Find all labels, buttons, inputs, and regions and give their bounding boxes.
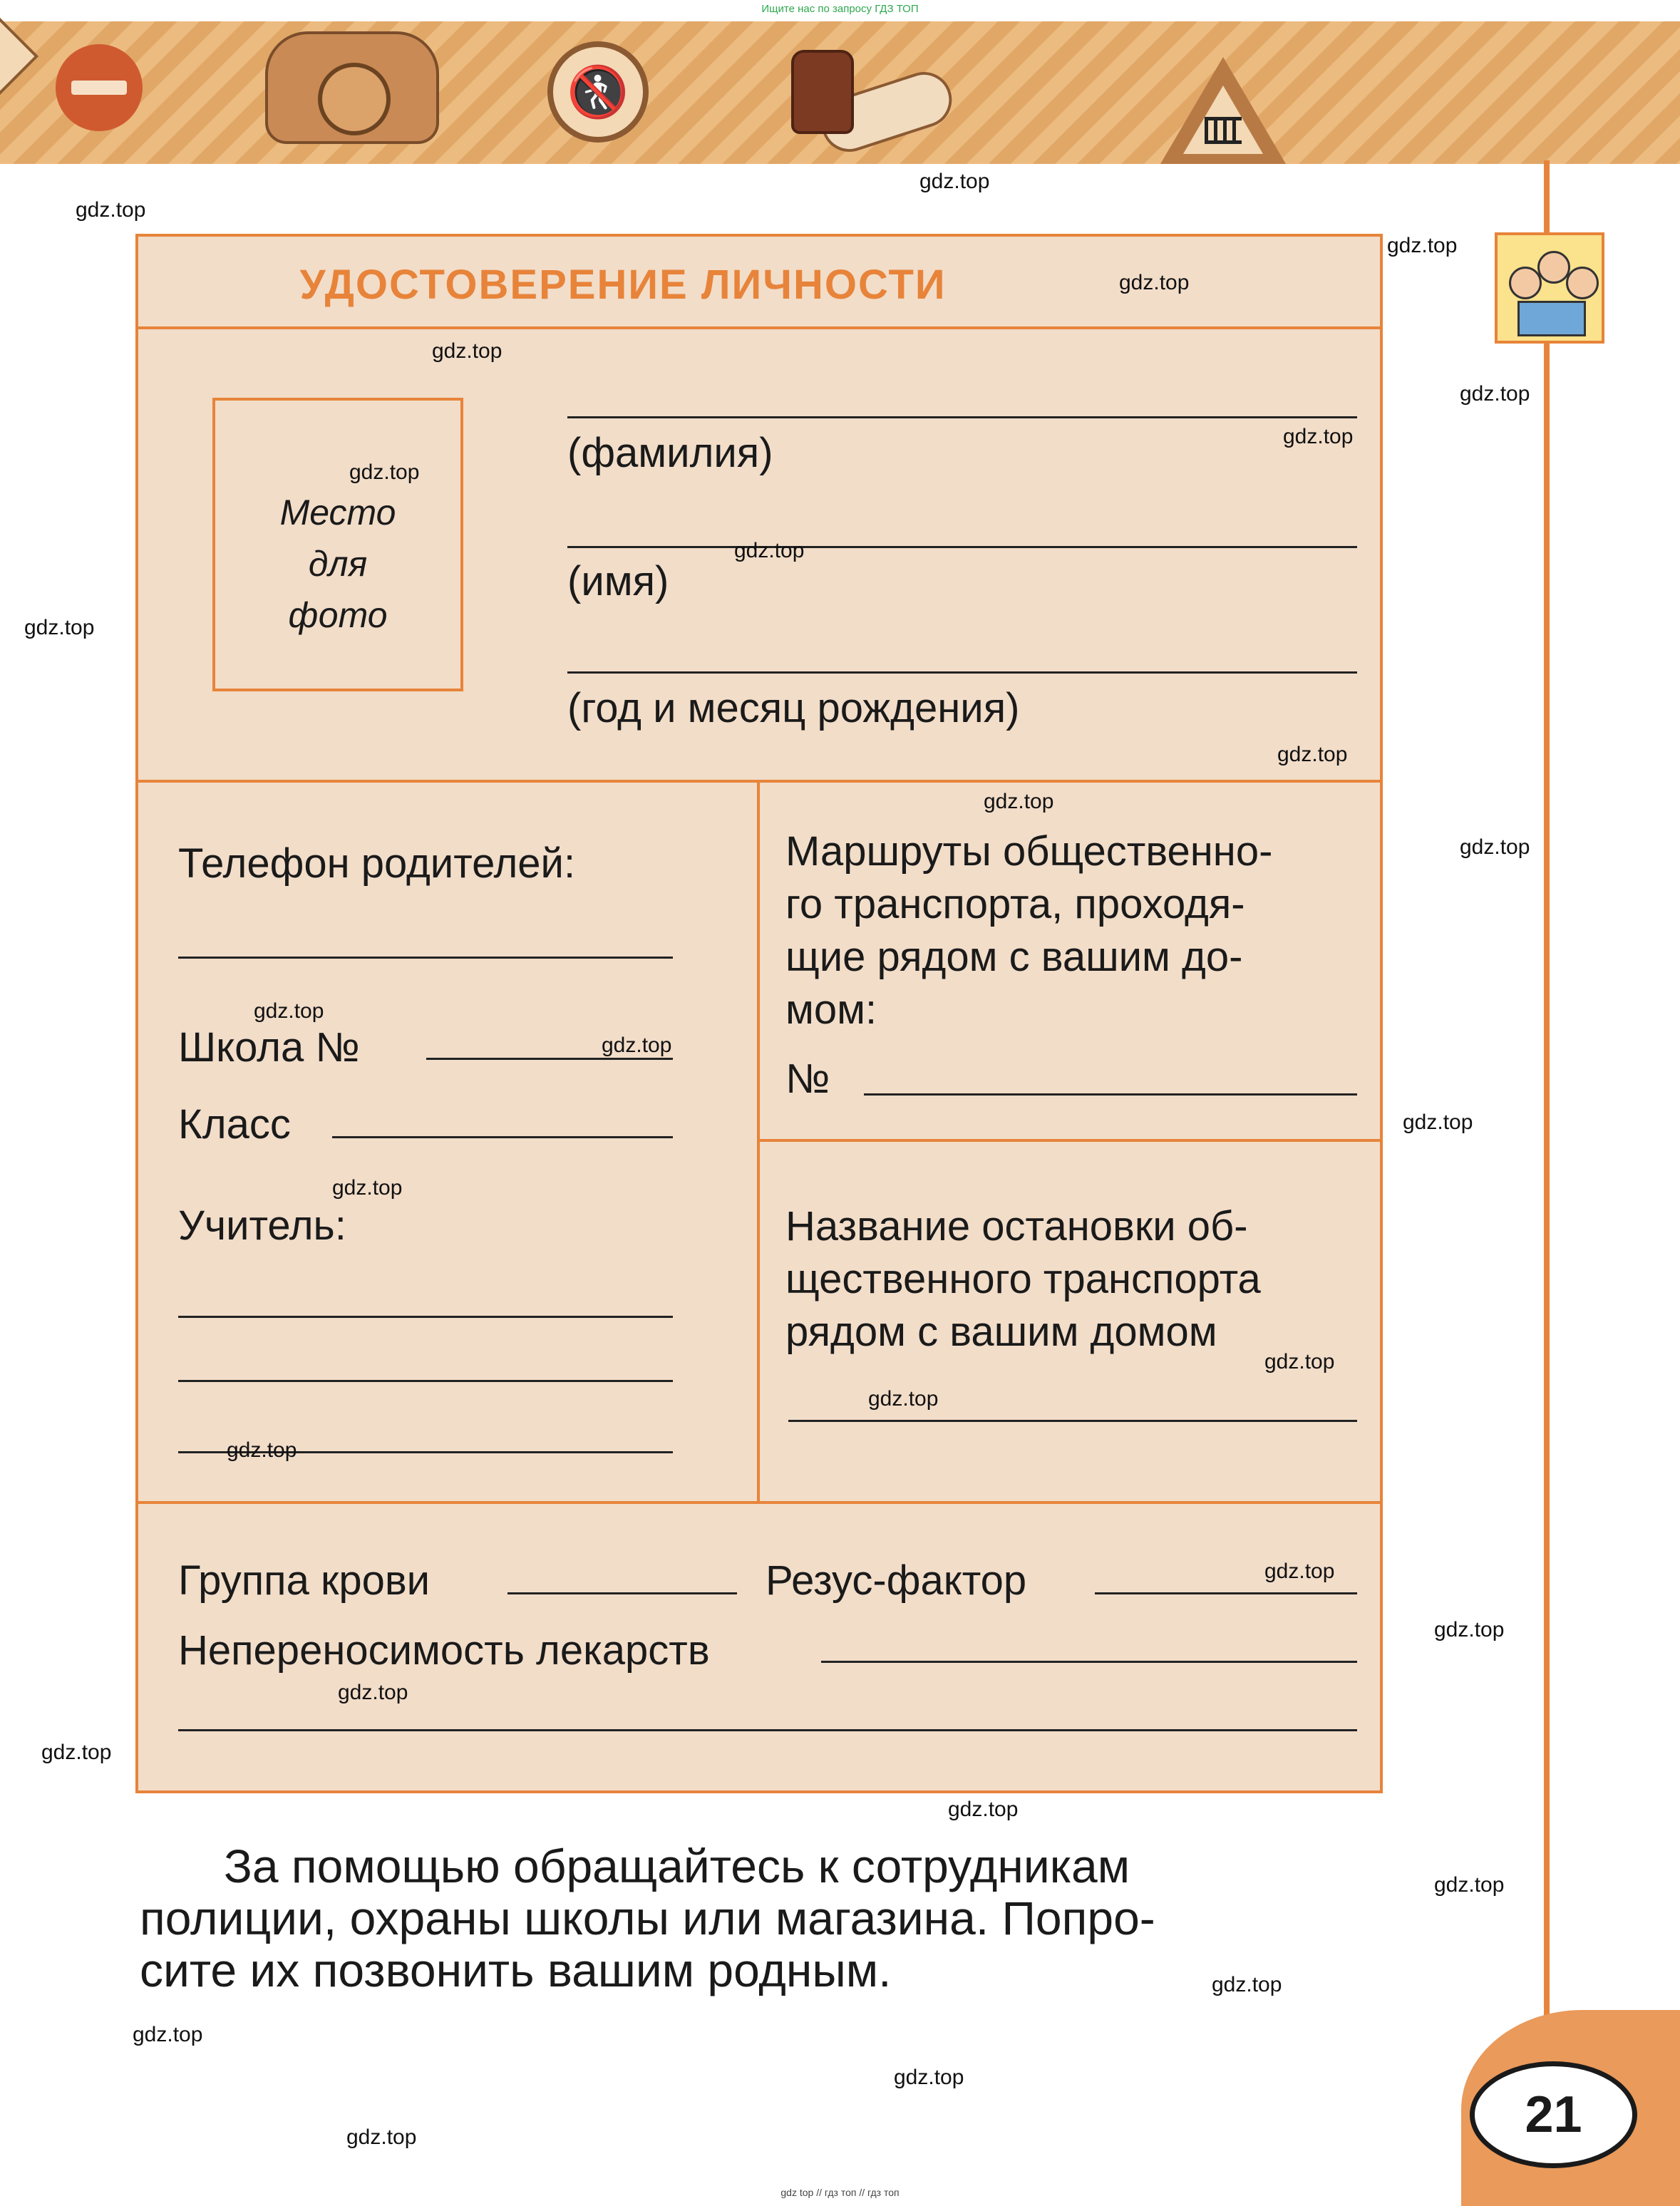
watermark: gdz.top [734, 539, 805, 562]
watermark: gdz.top [254, 999, 324, 1023]
surname-label: (фамилия) [567, 430, 773, 476]
teacher-label: Учитель: [178, 1202, 346, 1249]
watermark: gdz.top [868, 1387, 939, 1411]
watermark: gdz.top [1460, 382, 1530, 406]
parents-phone-label: Телефон родителей: [178, 840, 576, 887]
blood-group-label: Группа крови [178, 1557, 431, 1604]
watermark: gdz.top [1387, 234, 1458, 257]
watermark: gdz.top [133, 2023, 203, 2046]
jar-icon [791, 50, 854, 134]
watermark: gdz.top [41, 1741, 112, 1764]
watermark: gdz.top [1264, 1350, 1335, 1373]
drug-intolerance-label: Непереносимость лекарств [178, 1627, 710, 1674]
teacher-field[interactable] [178, 1316, 673, 1318]
watermark: gdz.top [24, 616, 95, 639]
routes-number-label: № [785, 1056, 830, 1102]
watermark: gdz.top [1212, 1973, 1282, 1996]
watermark: gdz.top [338, 1681, 408, 1704]
watermark: gdz.top [602, 1034, 672, 1057]
birth-label: (год и месяц рождения) [567, 685, 1020, 731]
bottom-note: gdz top // гдз топ // гдз топ [780, 2187, 900, 2198]
birth-field[interactable] [567, 671, 1357, 674]
watermark: gdz.top [948, 1798, 1019, 1821]
top-note: Ищите нас по запросу ГДЗ ТОП [761, 3, 919, 15]
telephone-icon [265, 31, 439, 144]
name-field[interactable] [567, 546, 1357, 548]
watermark: gdz.top [894, 2066, 964, 2089]
watermark: gdz.top [349, 460, 420, 484]
surname-field[interactable] [567, 416, 1357, 418]
class-label: Класс [178, 1101, 291, 1148]
bus-stop-field[interactable] [788, 1420, 1357, 1422]
watermark: gdz.top [1460, 835, 1530, 859]
drug-intolerance-field[interactable] [178, 1729, 1357, 1731]
page-number: 21 [1470, 2061, 1637, 2168]
watermark: gdz.top [227, 1438, 297, 1462]
routes-field[interactable] [864, 1093, 1357, 1096]
no-pedestrian-sign-icon: 🚷 [547, 41, 649, 143]
watermark: gdz.top [1434, 1618, 1505, 1641]
no-entry-sign-icon [56, 44, 143, 131]
fence-icon [1205, 117, 1242, 144]
watermark: gdz.top [1283, 425, 1354, 448]
card-title: УДОСТОВЕРЕНИЕ ЛИЧНОСТИ [299, 262, 947, 308]
watermark: gdz.top [1403, 1110, 1473, 1134]
watermark: gdz.top [76, 198, 146, 222]
watermark: gdz.top [984, 790, 1054, 813]
photo-label: фото [288, 595, 388, 635]
class-field[interactable] [332, 1136, 673, 1138]
help-advice-text: За помощью обращайтесь к сотрудникам полиции, охраны школы или магазина. Попро- сите их позвонить вашим родным. [140, 1840, 1155, 1996]
rhesus-field[interactable] [1095, 1592, 1357, 1594]
photo-placeholder[interactable] [212, 398, 463, 691]
margin-line [1544, 160, 1550, 2092]
watermark: gdz.top [919, 170, 990, 193]
photo-label: для [308, 544, 368, 584]
watermark: gdz.top [1119, 271, 1190, 294]
routes-label: Маршруты общественно- го транспорта, проходя- щие рядом с вашим до- мом: [785, 828, 1273, 1033]
drug-intolerance-field[interactable] [821, 1661, 1357, 1663]
watermark: gdz.top [432, 339, 503, 363]
school-field[interactable] [426, 1058, 673, 1060]
parents-phone-field[interactable] [178, 957, 673, 959]
watermark: gdz.top [332, 1176, 403, 1200]
rhesus-label: Резус-фактор [766, 1557, 1027, 1604]
watermark: gdz.top [1434, 1873, 1505, 1897]
watermark: gdz.top [346, 2125, 417, 2149]
teacher-field[interactable] [178, 1380, 673, 1382]
name-label: (имя) [567, 558, 669, 604]
watermark: gdz.top [1277, 743, 1348, 766]
watermark: gdz.top [1264, 1560, 1335, 1583]
school-label: Школа № [178, 1024, 360, 1071]
photo-label: Место [279, 493, 396, 532]
blood-group-field[interactable] [507, 1592, 737, 1594]
children-reading-icon [1495, 232, 1604, 344]
bus-stop-label: Название остановки об- щественного транспорта рядом с вашим домом [785, 1203, 1261, 1355]
